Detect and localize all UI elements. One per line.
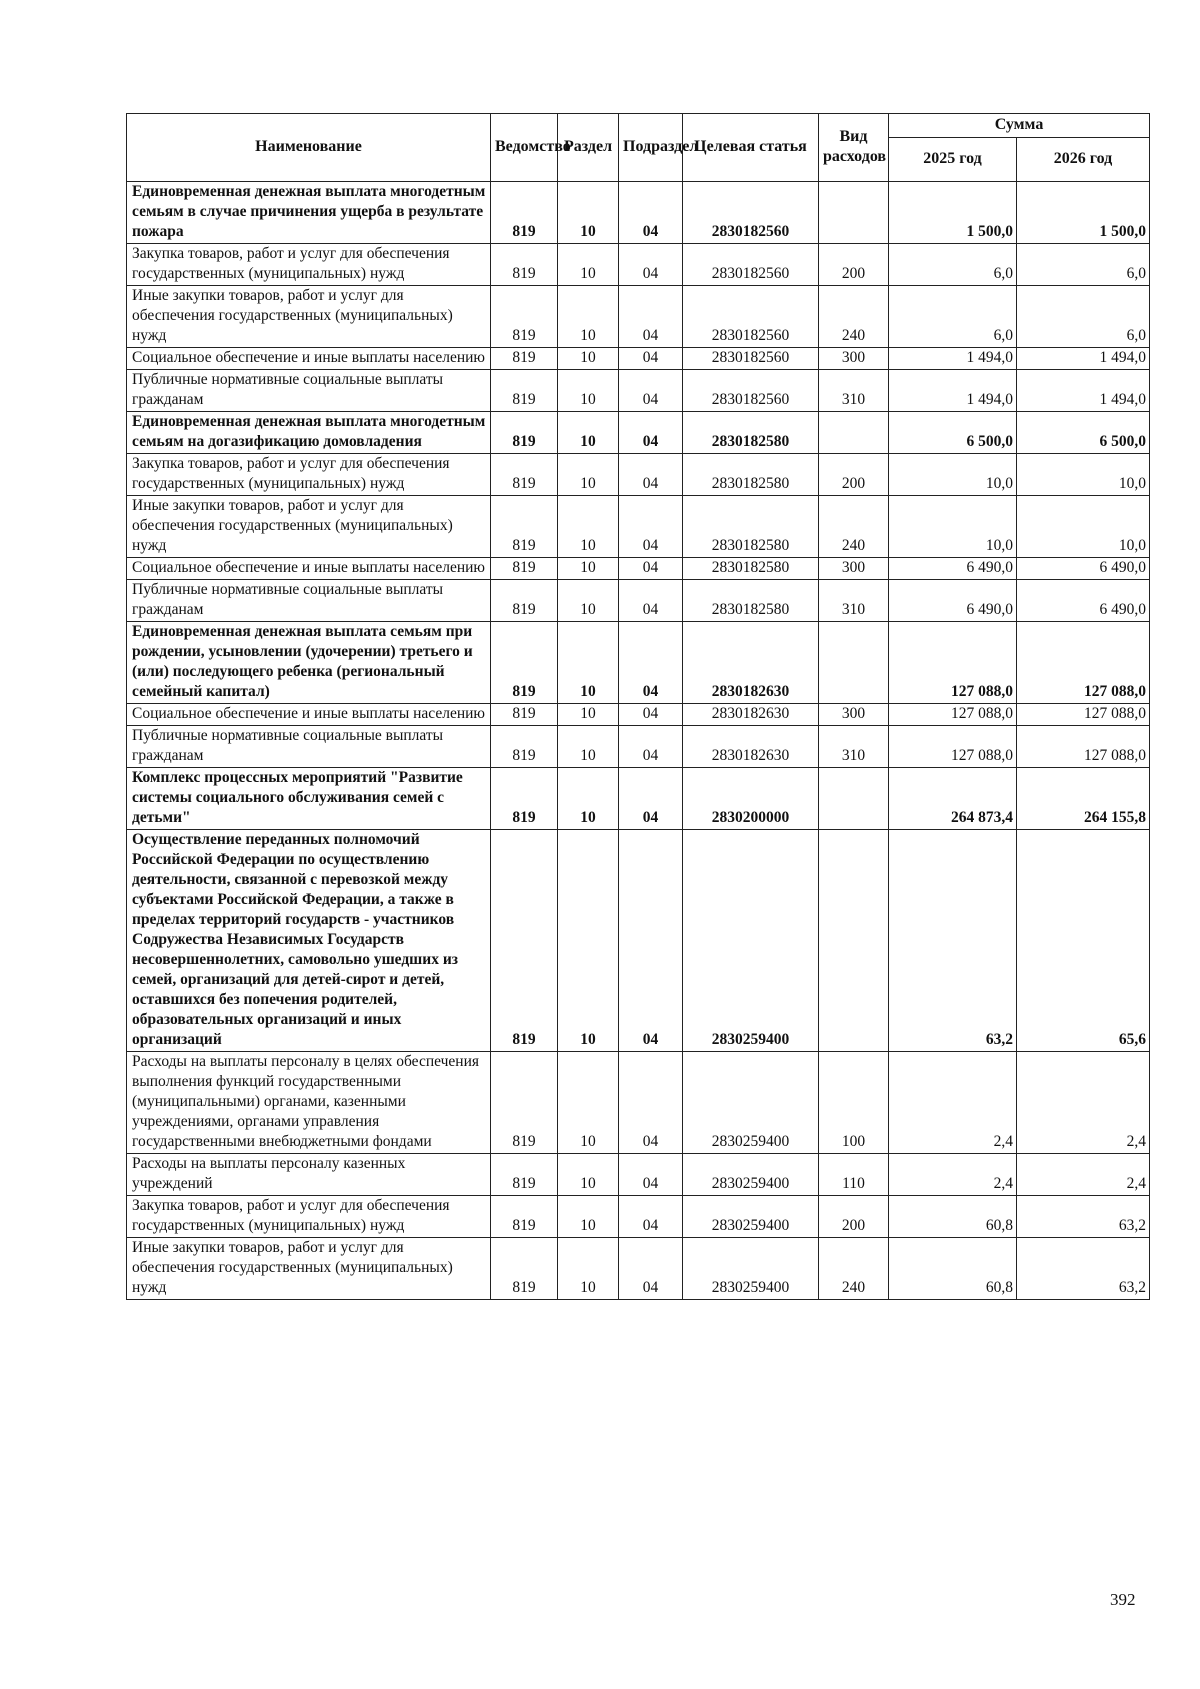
cell-subsection: 04 <box>619 768 683 830</box>
cell-subsection: 04 <box>619 454 683 496</box>
cell-section: 10 <box>558 1052 619 1154</box>
cell-sum-2025: 2,4 <box>889 1154 1017 1196</box>
cell-name: Иные закупки товаров, работ и услуг для обеспечения государственных (муниципальных) нужд <box>127 1238 491 1300</box>
cell-subsection: 04 <box>619 496 683 558</box>
cell-sum-2025: 6,0 <box>889 286 1017 348</box>
cell-department: 819 <box>491 370 558 412</box>
cell-department: 819 <box>491 580 558 622</box>
header-sum: Сумма <box>889 114 1150 138</box>
cell-department: 819 <box>491 830 558 1052</box>
header-expense-type: Вид расходов <box>819 114 889 182</box>
cell-target-article: 2830182580 <box>683 412 819 454</box>
cell-expense-type: 200 <box>819 1196 889 1238</box>
cell-expense-type <box>819 182 889 244</box>
cell-name: Закупка товаров, работ и услуг для обеспечения государственных (муниципальных) нужд <box>127 454 491 496</box>
cell-target-article: 2830182630 <box>683 726 819 768</box>
cell-expense-type: 310 <box>819 580 889 622</box>
table-row <box>127 286 1150 348</box>
cell-expense-type: 300 <box>819 558 889 580</box>
cell-name: Иные закупки товаров, работ и услуг для обеспечения государственных (муниципальных) нужд <box>127 496 491 558</box>
cell-sum-2025: 127 088,0 <box>889 622 1017 704</box>
cell-name: Осуществление переданных полномочий Российской Федерации по осуществлению деятельности, связанной с перевозкой между субъектами Российской Федерации, а также в пределах территорий государств - участников Содружества Независимых Государств несовершеннолетних, самовольно ушедших из семей, организаций для детей-сирот и детей, оставшихся без попечения родителей, образовательных организаций и иных организаций <box>127 830 491 1052</box>
cell-name: Расходы на выплаты персоналу казенных учреждений <box>127 1154 491 1196</box>
cell-department: 819 <box>491 622 558 704</box>
cell-sum-2026: 10,0 <box>1017 496 1150 558</box>
cell-section: 10 <box>558 768 619 830</box>
header-year-2026: 2026 год <box>1017 138 1150 182</box>
cell-sum-2026: 63,2 <box>1017 1238 1150 1300</box>
cell-department: 819 <box>491 454 558 496</box>
cell-section: 10 <box>558 830 619 1052</box>
cell-sum-2025: 1 494,0 <box>889 348 1017 370</box>
cell-section: 10 <box>558 726 619 768</box>
cell-name: Социальное обеспечение и иные выплаты населению <box>127 348 491 370</box>
cell-sum-2026: 1 494,0 <box>1017 370 1150 412</box>
cell-sum-2026: 6 490,0 <box>1017 580 1150 622</box>
cell-name: Социальное обеспечение и иные выплаты населению <box>127 704 491 726</box>
cell-expense-type: 110 <box>819 1154 889 1196</box>
cell-target-article: 2830182560 <box>683 182 819 244</box>
cell-department: 819 <box>491 1238 558 1300</box>
header-name: Наименование <box>127 114 491 182</box>
table-row <box>127 768 1150 830</box>
cell-department: 819 <box>491 182 558 244</box>
cell-section: 10 <box>558 580 619 622</box>
cell-sum-2025: 6,0 <box>889 244 1017 286</box>
cell-department: 819 <box>491 558 558 580</box>
cell-expense-type <box>819 830 889 1052</box>
cell-sum-2026: 1 494,0 <box>1017 348 1150 370</box>
cell-section: 10 <box>558 496 619 558</box>
cell-subsection: 04 <box>619 726 683 768</box>
cell-sum-2026: 63,2 <box>1017 1196 1150 1238</box>
cell-target-article: 2830182560 <box>683 244 819 286</box>
cell-department: 819 <box>491 348 558 370</box>
cell-sum-2026: 127 088,0 <box>1017 726 1150 768</box>
header-year-2025: 2025 год <box>889 138 1017 182</box>
cell-section: 10 <box>558 454 619 496</box>
cell-sum-2025: 127 088,0 <box>889 704 1017 726</box>
cell-expense-type: 310 <box>819 370 889 412</box>
cell-target-article: 2830182560 <box>683 348 819 370</box>
table-row <box>127 1154 1150 1196</box>
cell-sum-2026: 6,0 <box>1017 244 1150 286</box>
cell-expense-type: 300 <box>819 704 889 726</box>
table-row <box>127 412 1150 454</box>
cell-sum-2025: 6 490,0 <box>889 580 1017 622</box>
cell-section: 10 <box>558 1238 619 1300</box>
cell-expense-type: 310 <box>819 726 889 768</box>
table-row <box>127 1238 1150 1300</box>
cell-sum-2025: 127 088,0 <box>889 726 1017 768</box>
cell-sum-2025: 2,4 <box>889 1052 1017 1154</box>
cell-target-article: 2830200000 <box>683 768 819 830</box>
cell-subsection: 04 <box>619 1052 683 1154</box>
cell-section: 10 <box>558 622 619 704</box>
cell-expense-type: 240 <box>819 496 889 558</box>
cell-department: 819 <box>491 496 558 558</box>
cell-sum-2025: 1 500,0 <box>889 182 1017 244</box>
cell-name: Публичные нормативные социальные выплаты гражданам <box>127 370 491 412</box>
header-target-article: Целевая статья <box>683 114 819 182</box>
cell-name: Единовременная денежная выплата многодетным семьям в случае причинения ущерба в результате пожара <box>127 182 491 244</box>
cell-target-article: 2830259400 <box>683 830 819 1052</box>
cell-subsection: 04 <box>619 370 683 412</box>
cell-name: Расходы на выплаты персоналу в целях обеспечения выполнения функций государственными (муниципальными) органами, казенными учреждениями, органами управления государственными внебюджетными фондами <box>127 1052 491 1154</box>
cell-sum-2026: 6 500,0 <box>1017 412 1150 454</box>
table-row <box>127 580 1150 622</box>
cell-expense-type <box>819 622 889 704</box>
cell-department: 819 <box>491 286 558 348</box>
table-row <box>127 1052 1150 1154</box>
cell-department: 819 <box>491 412 558 454</box>
table-row <box>127 1196 1150 1238</box>
table-row <box>127 496 1150 558</box>
cell-sum-2026: 127 088,0 <box>1017 704 1150 726</box>
cell-target-article: 2830182630 <box>683 704 819 726</box>
cell-name: Единовременная денежная выплата многодетным семьям на догазификацию домовладения <box>127 412 491 454</box>
cell-sum-2026: 6,0 <box>1017 286 1150 348</box>
cell-section: 10 <box>558 244 619 286</box>
cell-sum-2026: 1 500,0 <box>1017 182 1150 244</box>
cell-department: 819 <box>491 244 558 286</box>
cell-subsection: 04 <box>619 558 683 580</box>
cell-target-article: 2830259400 <box>683 1052 819 1154</box>
cell-sum-2025: 60,8 <box>889 1196 1017 1238</box>
cell-expense-type: 200 <box>819 454 889 496</box>
cell-subsection: 04 <box>619 704 683 726</box>
cell-target-article: 2830182630 <box>683 622 819 704</box>
cell-sum-2025: 264 873,4 <box>889 768 1017 830</box>
header-section: Раздел <box>558 114 619 182</box>
cell-subsection: 04 <box>619 622 683 704</box>
cell-expense-type: 300 <box>819 348 889 370</box>
table-row <box>127 830 1150 1052</box>
header-subsection: Подраздел <box>619 114 683 182</box>
cell-expense-type: 240 <box>819 286 889 348</box>
cell-subsection: 04 <box>619 182 683 244</box>
cell-subsection: 04 <box>619 1196 683 1238</box>
cell-name: Социальное обеспечение и иные выплаты населению <box>127 558 491 580</box>
cell-section: 10 <box>558 558 619 580</box>
table-row <box>127 182 1150 244</box>
cell-subsection: 04 <box>619 348 683 370</box>
cell-target-article: 2830182580 <box>683 580 819 622</box>
cell-sum-2026: 2,4 <box>1017 1154 1150 1196</box>
cell-name: Публичные нормативные социальные выплаты гражданам <box>127 580 491 622</box>
cell-subsection: 04 <box>619 1154 683 1196</box>
cell-subsection: 04 <box>619 286 683 348</box>
cell-expense-type: 240 <box>819 1238 889 1300</box>
cell-expense-type <box>819 412 889 454</box>
cell-section: 10 <box>558 1154 619 1196</box>
cell-section: 10 <box>558 286 619 348</box>
cell-department: 819 <box>491 1052 558 1154</box>
table-row <box>127 370 1150 412</box>
cell-sum-2026: 2,4 <box>1017 1052 1150 1154</box>
cell-subsection: 04 <box>619 580 683 622</box>
page-number: 392 <box>1110 1590 1136 1609</box>
cell-name: Закупка товаров, работ и услуг для обеспечения государственных (муниципальных) нужд <box>127 1196 491 1238</box>
budget-table <box>126 113 1150 1300</box>
cell-section: 10 <box>558 348 619 370</box>
cell-department: 819 <box>491 768 558 830</box>
cell-section: 10 <box>558 1196 619 1238</box>
cell-section: 10 <box>558 182 619 244</box>
table-row <box>127 704 1150 726</box>
table-row <box>127 244 1150 286</box>
cell-target-article: 2830259400 <box>683 1196 819 1238</box>
cell-name: Закупка товаров, работ и услуг для обеспечения государственных (муниципальных) нужд <box>127 244 491 286</box>
cell-name: Иные закупки товаров, работ и услуг для обеспечения государственных (муниципальных) нужд <box>127 286 491 348</box>
header-department: Ведомство <box>491 114 558 182</box>
cell-sum-2025: 10,0 <box>889 454 1017 496</box>
cell-target-article: 2830259400 <box>683 1154 819 1196</box>
cell-sum-2026: 65,6 <box>1017 830 1150 1052</box>
cell-subsection: 04 <box>619 244 683 286</box>
table-row <box>127 558 1150 580</box>
cell-name: Публичные нормативные социальные выплаты гражданам <box>127 726 491 768</box>
cell-subsection: 04 <box>619 1238 683 1300</box>
cell-sum-2026: 10,0 <box>1017 454 1150 496</box>
cell-sum-2026: 127 088,0 <box>1017 622 1150 704</box>
cell-sum-2025: 63,2 <box>889 830 1017 1052</box>
cell-section: 10 <box>558 412 619 454</box>
cell-target-article: 2830259400 <box>683 1238 819 1300</box>
table-row <box>127 454 1150 496</box>
cell-subsection: 04 <box>619 412 683 454</box>
cell-expense-type <box>819 768 889 830</box>
cell-sum-2025: 60,8 <box>889 1238 1017 1300</box>
table-row <box>127 622 1150 704</box>
table-row <box>127 726 1150 768</box>
cell-expense-type: 200 <box>819 244 889 286</box>
cell-section: 10 <box>558 370 619 412</box>
cell-department: 819 <box>491 1196 558 1238</box>
cell-sum-2025: 6 490,0 <box>889 558 1017 580</box>
cell-sum-2025: 1 494,0 <box>889 370 1017 412</box>
cell-department: 819 <box>491 1154 558 1196</box>
cell-target-article: 2830182580 <box>683 558 819 580</box>
cell-target-article: 2830182560 <box>683 370 819 412</box>
cell-department: 819 <box>491 726 558 768</box>
table-row <box>127 348 1150 370</box>
cell-subsection: 04 <box>619 830 683 1052</box>
cell-name: Комплекс процессных мероприятий "Развитие системы социального обслуживания семей с детьми" <box>127 768 491 830</box>
cell-name: Единовременная денежная выплата семьям при рождении, усыновлении (удочерении) третьего и (или) последующего ребенка (региональный семейный капитал) <box>127 622 491 704</box>
cell-sum-2026: 264 155,8 <box>1017 768 1150 830</box>
cell-section: 10 <box>558 704 619 726</box>
cell-department: 819 <box>491 704 558 726</box>
cell-sum-2025: 6 500,0 <box>889 412 1017 454</box>
cell-sum-2025: 10,0 <box>889 496 1017 558</box>
cell-target-article: 2830182580 <box>683 496 819 558</box>
cell-expense-type: 100 <box>819 1052 889 1154</box>
cell-sum-2026: 6 490,0 <box>1017 558 1150 580</box>
cell-target-article: 2830182580 <box>683 454 819 496</box>
cell-target-article: 2830182560 <box>683 286 819 348</box>
